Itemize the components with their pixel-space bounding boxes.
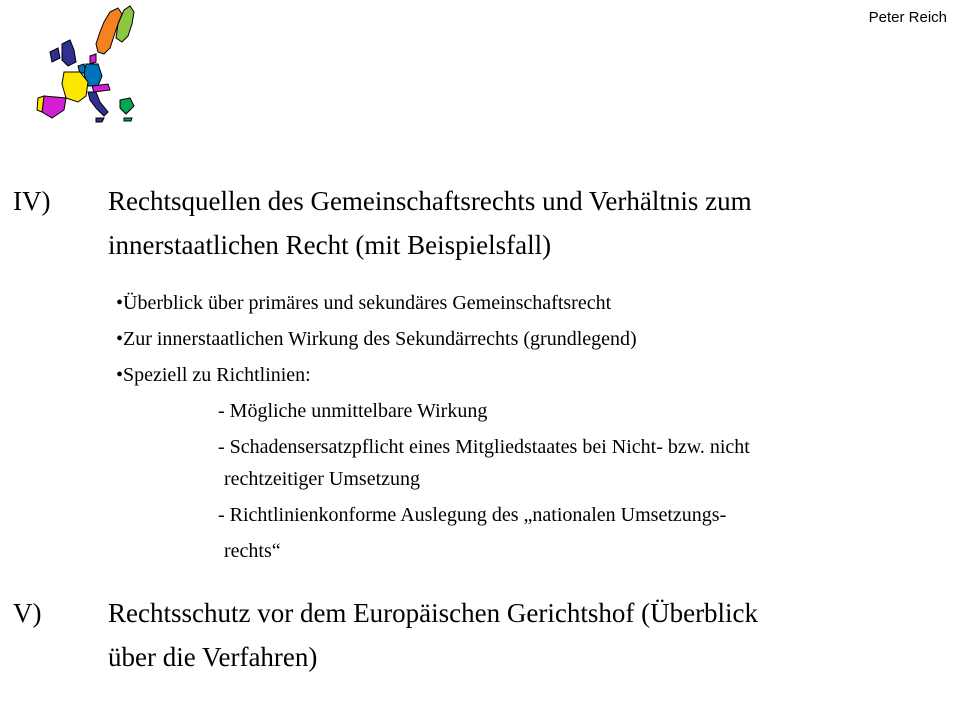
section-title-line: über die Verfahren): [108, 642, 318, 672]
list-item: rechtzeitiger Umsetzung: [224, 468, 421, 490]
list-item: - Mögliche unmittelbare Wirkung: [218, 400, 488, 422]
map-ireland: [50, 48, 60, 62]
list-item: rechts“: [224, 540, 281, 562]
list-item: - Schadensersatzpflicht eines Mitgliedstaates bei Nicht- bzw. nicht: [218, 436, 750, 458]
list-item: •Überblick über primäres und sekundäres Gemeinschaftsrecht: [116, 292, 612, 314]
list-item: •Speziell zu Richtlinien:: [116, 364, 311, 386]
section-title-line: Rechtsquellen des Gemeinschaftsrechts und Verhältnis zum: [108, 186, 752, 216]
map-austria: [92, 84, 110, 92]
section-title-line: innerstaatlichen Recht (mit Beispielsfall): [108, 230, 552, 260]
section-title-line: Rechtsschutz vor dem Europäischen Gerichtshof (Überblick: [108, 598, 759, 628]
section-number: V): [13, 598, 42, 628]
europe-map-icon: [34, 4, 152, 126]
map-uk: [62, 40, 76, 66]
map-italy: [88, 92, 108, 116]
map-spain: [42, 96, 66, 118]
section-v: [13, 592, 943, 676]
map-denmark: [90, 54, 96, 64]
author-name: Peter Reich: [868, 9, 947, 26]
section-iv: [13, 180, 943, 264]
list-item: •Zur innerstaatlichen Wirkung des Sekundärrechts (grundlegend): [116, 328, 637, 350]
list-item: - Richtlinienkonforme Auslegung des „nationalen Umsetzungs-: [218, 504, 727, 526]
map-sicily: [96, 118, 104, 122]
map-crete: [124, 118, 132, 121]
map-greece: [120, 98, 134, 114]
section-number: IV): [13, 186, 51, 216]
